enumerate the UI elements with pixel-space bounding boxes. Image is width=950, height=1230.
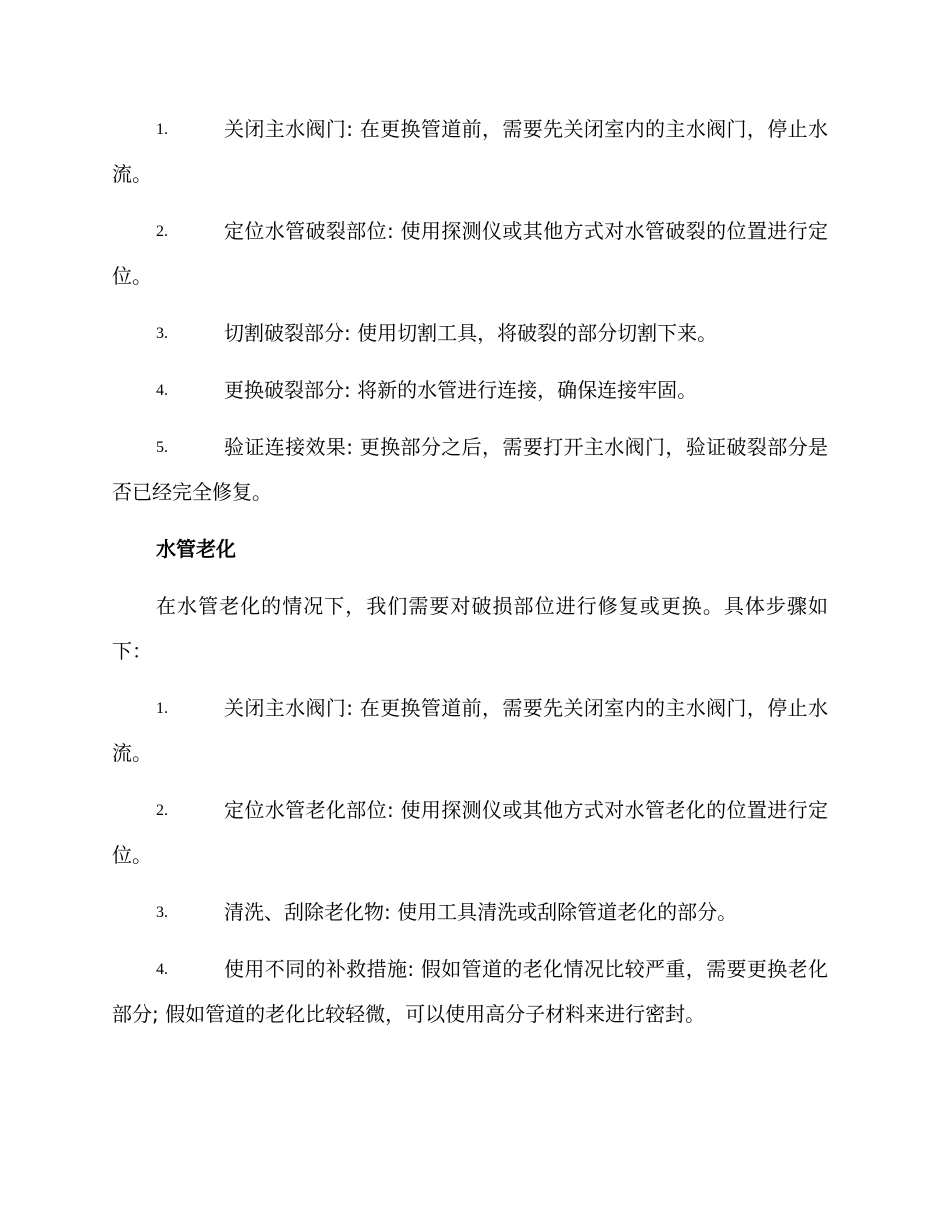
list-item	[112, 368, 828, 413]
item-title: 更换破裂部分:	[224, 378, 351, 402]
list-item	[112, 686, 828, 776]
list-item	[112, 947, 828, 1037]
item-body: 使用探测仪或其他方式对水管老化的位置进行定位。	[112, 798, 828, 867]
item-body: 使用探测仪或其他方式对水管破裂的位置进行定位。	[112, 219, 828, 288]
item-text	[112, 107, 828, 197]
item-body: 使用工具清洗或刮除管道老化的部分。	[390, 900, 738, 924]
item-text	[112, 209, 828, 299]
item-text	[112, 425, 828, 515]
item-body: 使用切割工具，将破裂的部分切割下来。	[350, 321, 718, 345]
item-number: 5.	[156, 439, 168, 456]
item-title: 定位水管老化部位:	[224, 798, 394, 822]
item-title: 验证连接效果:	[224, 435, 353, 459]
document-content	[112, 107, 828, 1049]
item-text	[112, 890, 828, 935]
item-number: 3.	[156, 325, 168, 342]
item-number: 2.	[156, 223, 168, 240]
item-title: 关闭主水阀门:	[224, 696, 353, 720]
item-text	[112, 947, 828, 1037]
item-number: 2.	[156, 802, 168, 819]
item-text	[112, 788, 828, 878]
item-number: 3.	[156, 904, 168, 921]
item-number: 1.	[156, 121, 168, 138]
item-body: 假如管道的老化情况比较严重，需要更换老化部分; 假如管道的老化比较轻微，可以使用高分子材料来进行密封。	[112, 957, 828, 1026]
item-text	[112, 311, 828, 356]
item-number: 1.	[156, 700, 168, 717]
list-item	[112, 890, 828, 935]
list-item	[112, 311, 828, 356]
list-item	[112, 425, 828, 515]
item-body: 将新的水管进行连接，确保连接牢固。	[350, 378, 698, 402]
item-body: 在更换管道前，需要先关闭室内的主水阀门，停止水流。	[112, 117, 828, 186]
item-text	[112, 686, 828, 776]
section-heading: 水管老化	[156, 537, 236, 561]
list-item	[112, 788, 828, 878]
item-title: 使用不同的补救措施:	[224, 957, 415, 981]
item-title: 关闭主水阀门:	[224, 117, 353, 141]
item-number: 4.	[156, 961, 168, 978]
item-number: 4.	[156, 382, 168, 399]
list-item	[112, 209, 828, 299]
list-item	[112, 107, 828, 197]
item-body: 在更换管道前，需要先关闭室内的主水阀门，停止水流。	[112, 696, 828, 765]
item-title: 切割破裂部分:	[224, 321, 351, 345]
item-body: 更换部分之后，需要打开主水阀门，验证破裂部分是否已经完全修复。	[112, 435, 828, 504]
intro-paragraph: 在水管老化的情况下，我们需要对破损部位进行修复或更换。具体步骤如下：	[112, 594, 828, 663]
item-text	[112, 368, 828, 413]
item-title: 清洗、刮除老化物:	[224, 900, 391, 924]
item-title: 定位水管破裂部位:	[224, 219, 394, 243]
